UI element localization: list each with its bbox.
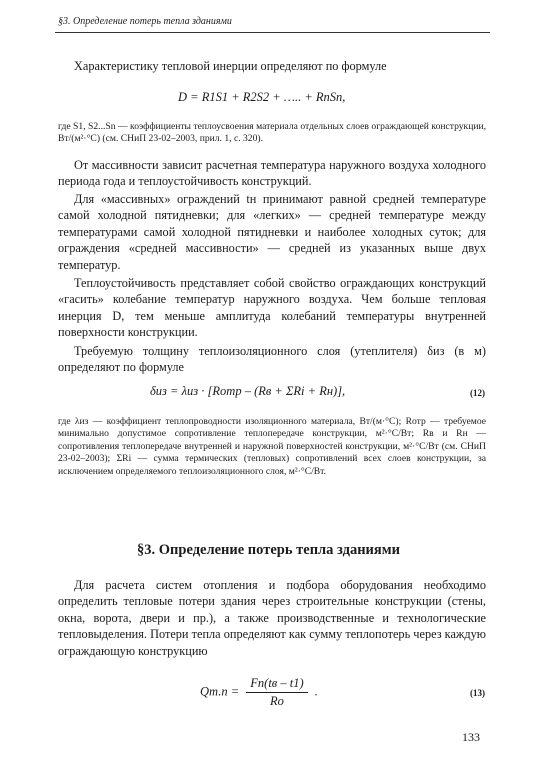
formula-heat-loss-end: .: [314, 684, 318, 699]
paragraph-heat-losses: Для расчета систем отопления и подбора оборудования необходимо определить тепловые потери здания через строительные конструкции (стены, окна, ворота, двери и пр.), а также производственные и технологические тепловыделения. Потери тепла определяют как сумму теплопотерь через каждую ограждающую конструкцию: [58, 578, 486, 658]
formula-heat-loss-numerator: Fn(tв – t1): [246, 676, 307, 693]
note-s-coefficients: где S1, S2...Sn — коэффициенты теплоусвоения материала отдельных слоев ограждающей конструкции, Вт/(м²·°С) (см. СНиП 23-02–2003, прил. 1, с. 320).: [58, 121, 486, 145]
formula-insulation-thickness: δиз = λиз · [Rотр – (Rв + ΣRi + Rн)],: [150, 384, 346, 398]
paragraph-inertia-intro: Характеристику тепловой инерции определяют по формуле: [74, 59, 387, 73]
paragraph-outdoor-temperature: Для «массивных» ограждений tн принимают равной средней температуре самой холодной пятидневки; для «легких» — средней температуре между температурами самой холодной пятидневки и наиболее холодных суток; для ограждения «средней массивности» — средней из указанных выше двух температур.: [58, 192, 486, 272]
section-title: §3. Определение потерь тепла зданиями: [137, 542, 400, 558]
paragraph-massiveness: От массивности зависит расчетная температура наружного воздуха холодного периода года и теплоустойчивость конструкций.: [58, 158, 486, 189]
paragraph-insulation-thickness: Требуемую толщину теплоизоляционного слоя (утеплителя) δиз (в м) определяют по формуле: [58, 344, 486, 375]
equation-number-13: (13): [470, 688, 485, 698]
paragraph-heat-stability: Теплоустойчивость представляет собой свойство ограждающих конструкций «гасить» колебание температур наружного воздуха. Чем больше тепловая инерция D, тем меньше амплитуда колебаний температуры внутренней поверхности конструкции.: [58, 276, 486, 340]
formula-heat-loss: [200, 676, 318, 709]
formula-heat-loss-lhs: Qт.п =: [200, 684, 240, 699]
formula-heat-loss-denominator: Rо: [270, 694, 284, 708]
running-head: §3. Определение потерь тепла зданиями: [58, 16, 232, 27]
note-formula-12-terms: где λиз — коэффициент теплопроводности изоляционного материала, Вт/(м·°С); Rотр — требуемое минимально допустимое сопротивление теплопередаче конструкции, м²·°С/Вт; Rв и Rн — сопротивления теплопередаче внутренней и наружной поверхностей конструкции, м²·°С/Вт (см. СНиП 23-02–2003); ΣRi — сумма термических (тепловых) сопротивлений всех слоев конструкции, за исключением определяемого теплоизоляционного слоя, м²·°С/Вт.: [58, 416, 486, 477]
header-rule: [55, 32, 490, 33]
equation-number-12: (12): [470, 388, 485, 398]
formula-thermal-inertia: D = R1S1 + R2S2 + ….. + RnSn,: [178, 90, 346, 104]
formula-heat-loss-fraction: [246, 676, 307, 709]
page-number: 133: [462, 730, 480, 744]
